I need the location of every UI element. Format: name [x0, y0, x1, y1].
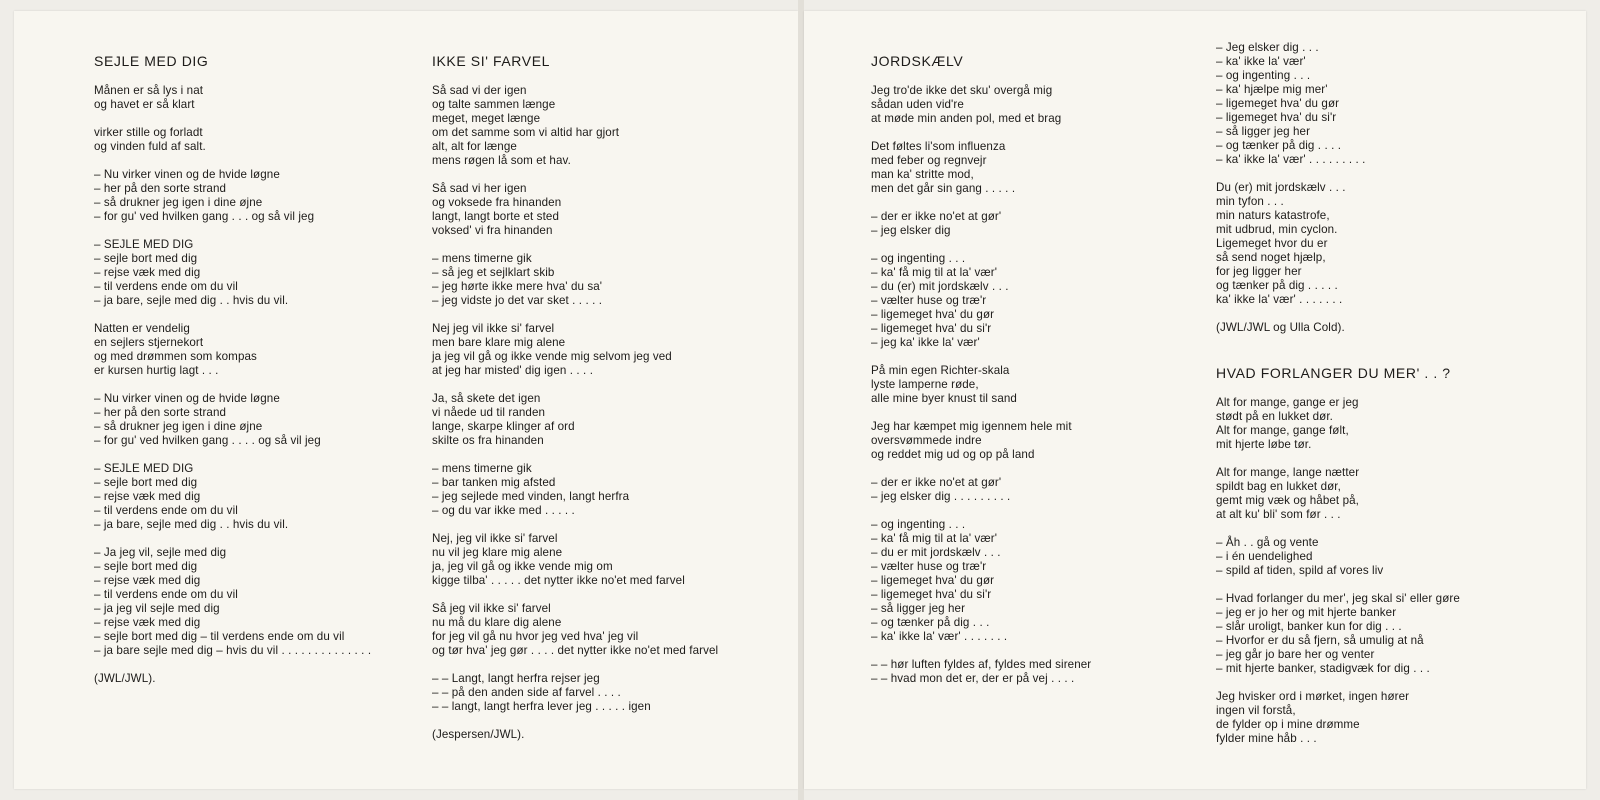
stanza [871, 252, 1191, 350]
lyric-line: men bare klare mig alene [432, 336, 566, 349]
lyric-line: om det samme som vi altid har gjort [432, 126, 620, 139]
lyric-line: Ligemeget hvor du er [1216, 237, 1328, 250]
lyric-line: Du (er) mit jordskælv . . . [1216, 181, 1346, 194]
stanza [94, 168, 414, 224]
lyric-line: Så sad vi der igen [432, 84, 527, 97]
song-jordskaelv [871, 41, 1191, 700]
lyric-line: man ka' stritte mod, [871, 168, 974, 181]
right-page [804, 11, 1586, 789]
stanza [94, 84, 414, 112]
stanza [432, 672, 772, 714]
lyric-line: spildt bag en lukket dør, [1216, 480, 1341, 493]
lyric-line: – slår uroligt, banker kun for dig . . . [1216, 620, 1402, 633]
lyric-line: voksed' vi fra hinanden [432, 224, 553, 237]
lyric-line: – mens timerne gik [432, 252, 532, 265]
stanza [432, 462, 772, 518]
stanza [871, 364, 1191, 406]
lyric-line: gemt mig væk og håbet på, [1216, 494, 1359, 507]
lyric-line: ja, jeg vil gå og ikke vende mig om [432, 560, 613, 573]
lyric-line: virker stille og forladt [94, 126, 203, 139]
lyric-line: nu vil jeg klare mig alene [432, 546, 563, 559]
lyric-line: – og ingenting . . . [871, 518, 966, 531]
lyric-line: – der er ikke no'et at gør' [871, 476, 1002, 489]
lyric-line: mit udbrud, min cyclon. [1216, 223, 1338, 236]
stanza [871, 658, 1191, 686]
lyric-line: – ligemeget hva' du gør [871, 308, 995, 321]
song-ikke-si-farvel [432, 41, 772, 742]
lyric-line: vi nåede ud til randen [432, 406, 546, 419]
lyric-line: – ja bare sejle med dig – hvis du vil . . . . . . . . . . . . . . [94, 644, 372, 657]
lyric-line: – rejse væk med dig [94, 490, 201, 503]
lyric-line: Jeg tro'de ikke det sku' overgå mig [871, 84, 1053, 97]
lyric-line: – så ligger jeg her [871, 602, 966, 615]
lyric-line: – og tænker på dig . . . . [1216, 139, 1342, 152]
lyric-line: – og ingenting . . . [1216, 69, 1311, 82]
lyric-line: – rejse væk med dig [94, 574, 201, 587]
lyric-line: – der er ikke no'et at gør' [871, 210, 1002, 223]
lyric-line: alt, alt for længe [432, 140, 517, 153]
stanza [871, 476, 1191, 504]
lyric-line: ka' ikke la' vær' . . . . . . . [1216, 293, 1343, 306]
lyric-line: stødt på en lukket dør. [1216, 410, 1334, 423]
lyric-line: – ka' ikke la' vær' [1216, 55, 1306, 68]
lyric-line: skilte os fra hinanden [432, 434, 544, 447]
lyric-line: og med drømmen som kompas [94, 350, 257, 363]
lyric-line: – ja bare, sejle med dig . . hvis du vil. [94, 518, 289, 531]
stanza [1216, 690, 1556, 746]
lyric-line: Det føltes li'som influenza [871, 140, 1006, 153]
song-title: IKKE SI' FARVEL [432, 53, 551, 69]
lyric-line: – jeg vidste jo det var sket . . . . . [432, 294, 603, 307]
lyric-line: – jeg er jo her og mit hjerte banker [1216, 606, 1397, 619]
stanza [432, 602, 772, 658]
lyric-line: – du (er) mit jordskælv . . . [871, 280, 1009, 293]
lyric-line: og reddet mig ud og op på land [871, 448, 1035, 461]
song-jordskaelv-continued-and-hvad-forlanger [1216, 41, 1556, 760]
lyric-line: – ka' få mig til at la' vær' [871, 532, 998, 545]
song-title: HVAD FORLANGER DU MER' . . ? [1216, 365, 1451, 381]
stanza [871, 420, 1191, 462]
lyric-line: – vælter huse og træ'r [871, 294, 987, 307]
lyric-line: Natten er vendelig [94, 322, 190, 335]
stanza [432, 322, 772, 378]
lyric-line: – sejle bort med dig – til verdens ende om du vil [94, 630, 345, 643]
lyric-line: langt, langt borte et sted [432, 210, 559, 223]
lyric-line: – ligemeget hva' du si'r [1216, 111, 1337, 124]
lyric-line: for jeg vil gå nu hvor jeg ved hva' jeg vil [432, 630, 639, 643]
lyric-line: – jeg hørte ikke mere hva' du sa' [432, 280, 603, 293]
lyric-line: alle mine byer knust til sand [871, 392, 1017, 405]
lyric-line: Jeg hvisker ord i mørket, ingen hører [1216, 690, 1410, 703]
lyric-line: – her på den sorte strand [94, 182, 227, 195]
lyric-line: – SEJLE MED DIG [94, 238, 194, 251]
lyric-line: og tør hva' jeg gør . . . . det nytter ikke no'et med farvel [432, 644, 719, 657]
lyric-line: – sejle bort med dig [94, 476, 198, 489]
stanza [1216, 592, 1556, 676]
lyric-line: – jeg går jo bare her og venter [1216, 648, 1375, 661]
lyric-line: – så jeg et sejlklart skib [432, 266, 555, 279]
lyric-line: og vinden fuld af salt. [94, 140, 206, 153]
lyric-line: kigge tilba' . . . . . det nytter ikke no'et med farvel [432, 574, 685, 587]
lyric-line: – ligemeget hva' du si'r [871, 588, 992, 601]
lyric-line: – jeg elsker dig [871, 224, 951, 237]
lyric-line: lyste lamperne røde, [871, 378, 979, 391]
lyric-line: og tænker på dig . . . . . [1216, 279, 1338, 292]
lyric-line: Så jeg vil ikke si' farvel [432, 602, 551, 615]
lyric-line: ingen vil forstå, [1216, 704, 1296, 717]
lyric-line: – jeg ka' ikke la' vær' [871, 336, 980, 349]
lyric-line: – sejle bort med dig [94, 252, 198, 265]
lyric-line: – vælter huse og træ'r [871, 560, 987, 573]
stanza [94, 462, 414, 532]
stanza [1216, 41, 1556, 167]
lyric-line: – for gu' ved hvilken gang . . . . og så vil jeg [94, 434, 321, 447]
stanza [432, 252, 772, 308]
lyric-line: og havet er så klart [94, 98, 195, 111]
song-sejle-med-dig [94, 41, 414, 686]
song-jordskaelv-continued [1216, 41, 1556, 335]
stanza [432, 84, 772, 168]
song-title: JORDSKÆLV [871, 53, 964, 69]
lyric-line: – og ingenting . . . [871, 252, 966, 265]
lyric-line: – til verdens ende om du vil [94, 280, 238, 293]
left-page [14, 11, 798, 789]
lyric-line: for jeg ligger her [1216, 265, 1302, 278]
lyric-line: – til verdens ende om du vil [94, 588, 238, 601]
lyric-line: – ka' hjælpe mig mer' [1216, 83, 1328, 96]
lyric-line: – Ja jeg vil, sejle med dig [94, 546, 227, 559]
stanza [432, 392, 772, 448]
lyric-line: – Nu virker vinen og de hvide løgne [94, 168, 280, 181]
stanza [1216, 396, 1556, 452]
lyric-line: – og tænker på dig . . . [871, 616, 990, 629]
lyric-line: – bar tanken mig afsted [432, 476, 556, 489]
lyric-line: meget, meget længe [432, 112, 541, 125]
lyric-line: ja jeg vil gå og ikke vende mig selvom jeg ved [432, 350, 672, 363]
lyric-line: – Nu virker vinen og de hvide løgne [94, 392, 280, 405]
stanza [94, 546, 414, 658]
lyric-line: – ka' ikke la' vær' . . . . . . . . . [1216, 153, 1366, 166]
lyric-line: – SEJLE MED DIG [94, 462, 194, 475]
lyric-line: og voksede fra hinanden [432, 196, 562, 209]
lyric-line: – og du var ikke med . . . . . [432, 504, 575, 517]
lyric-line: Så sad vi her igen [432, 182, 527, 195]
lyric-line: – ligemeget hva' du si'r [871, 322, 992, 335]
stanza [871, 84, 1191, 126]
lyric-line: – Hvorfor er du så fjern, så umulig at nå [1216, 634, 1424, 647]
lyric-line: – så ligger jeg her [1216, 125, 1311, 138]
lyric-line: Jeg har kæmpet mig igennem hele mit [871, 420, 1072, 433]
lyric-line: – så drukner jeg igen i dine øjne [94, 196, 263, 209]
lyric-line: – til verdens ende om du vil [94, 504, 238, 517]
song-credit: (JWL/JWL). [94, 672, 156, 685]
lyric-line: På min egen Richter-skala [871, 364, 1010, 377]
lyric-line: mens røgen lå som et hav. [432, 154, 571, 167]
song-title: SEJLE MED DIG [94, 53, 209, 69]
lyric-line: – ja bare, sejle med dig . . hvis du vil. [94, 294, 289, 307]
lyric-line: – Jeg elsker dig . . . [1216, 41, 1319, 54]
stanza [871, 518, 1191, 644]
stanza [94, 238, 414, 308]
lyric-line: Nej, jeg vil ikke si' farvel [432, 532, 558, 545]
stanza [94, 392, 414, 448]
lyric-line: – her på den sorte strand [94, 406, 227, 419]
lyric-line: Alt for mange, gange følt, [1216, 424, 1349, 437]
stanza [871, 140, 1191, 196]
lyric-line: og talte sammen længe [432, 98, 556, 111]
lyric-line: – rejse væk med dig [94, 266, 201, 279]
lyric-line: – mens timerne gik [432, 462, 532, 475]
stanza [432, 532, 772, 588]
lyric-line: Alt for mange, lange nætter [1216, 466, 1360, 479]
lyric-line: nu må du klare dig alene [432, 616, 562, 629]
stanza [94, 126, 414, 154]
lyric-line: – mit hjerte banker, stadigvæk for dig . . . [1216, 662, 1430, 675]
lyric-line: fylder mine håb . . . [1216, 732, 1317, 745]
lyric-line: en sejlers stjernekort [94, 336, 204, 349]
lyric-line: – ligemeget hva' du gør [871, 574, 995, 587]
lyric-line: – spild af tiden, spild af vores liv [1216, 564, 1384, 577]
lyric-line: – ka' ikke la' vær' . . . . . . . [871, 630, 1008, 643]
lyric-line: – jeg sejlede med vinden, langt herfra [432, 490, 630, 503]
song-hvad-forlanger-du-mer [1216, 365, 1556, 746]
stanza [1216, 466, 1556, 522]
lyric-line: er kursen hurtig lagt . . . [94, 364, 219, 377]
lyric-line: de fylder op i mine drømme [1216, 718, 1360, 731]
stanza [871, 210, 1191, 238]
lyric-line: – – langt, langt herfra lever jeg . . . . . igen [432, 700, 651, 713]
lyric-line: men det går sin gang . . . . . [871, 182, 1016, 195]
lyric-line: sådan uden vid're [871, 98, 964, 111]
lyric-line: – ja jeg vil sejle med dig [94, 602, 220, 615]
song-credit: (JWL/JWL og Ulla Cold). [1216, 321, 1345, 334]
lyric-line: – for gu' ved hvilken gang . . . og så vil jeg [94, 210, 315, 223]
stanza [94, 322, 414, 378]
stanza [1216, 181, 1556, 307]
lyric-line: – – hør luften fyldes af, fyldes med sirener [871, 658, 1092, 671]
lyric-line: – i én uendelighed [1216, 550, 1313, 563]
lyric-line: Ja, så skete det igen [432, 392, 541, 405]
lyric-line: Månen er så lys i nat [94, 84, 204, 97]
lyric-line: – Hvad forlanger du mer', jeg skal si' eller gøre [1216, 592, 1460, 605]
stanza [432, 182, 772, 238]
lyric-line: Alt for mange, gange er jeg [1216, 396, 1359, 409]
lyric-line: lange, skarpe klinger af ord [432, 420, 575, 433]
lyric-line: – – på den anden side af farvel . . . . [432, 686, 621, 699]
lyric-line: – – Langt, langt herfra rejser jeg [432, 672, 600, 685]
lyric-line: at møde min anden pol, med et brag [871, 112, 1062, 125]
lyric-line: – – hvad mon det er, der er på vej . . . . [871, 672, 1075, 685]
lyric-line: – rejse væk med dig [94, 616, 201, 629]
lyric-line: – Åh . . gå og vente [1216, 536, 1319, 549]
lyric-line: min naturs katastrofe, [1216, 209, 1330, 222]
stanza [1216, 536, 1556, 578]
lyric-line: så send noget hjælp, [1216, 251, 1326, 264]
lyric-line: – sejle bort med dig [94, 560, 198, 573]
lyric-line: Nej jeg vil ikke si' farvel [432, 322, 555, 335]
lyric-line: at jeg har misted' dig igen . . . . [432, 364, 594, 377]
lyric-line: – ligemeget hva' du gør [1216, 97, 1340, 110]
lyric-line: at alt ku' bli' som før . . . [1216, 508, 1341, 521]
lyric-line: mit hjerte løbe tør. [1216, 438, 1312, 451]
lyric-line: – du er mit jordskælv . . . [871, 546, 1001, 559]
song-credit: (Jespersen/JWL). [432, 728, 525, 741]
lyric-line: oversvømmede indre [871, 434, 982, 447]
lyric-line: – ka' få mig til at la' vær' [871, 266, 998, 279]
lyric-line: – jeg elsker dig . . . . . . . . . [871, 490, 1011, 503]
lyric-line: min tyfon . . . [1216, 195, 1284, 208]
lyric-line: – så drukner jeg igen i dine øjne [94, 420, 263, 433]
lyric-line: med feber og regnvejr [871, 154, 987, 167]
